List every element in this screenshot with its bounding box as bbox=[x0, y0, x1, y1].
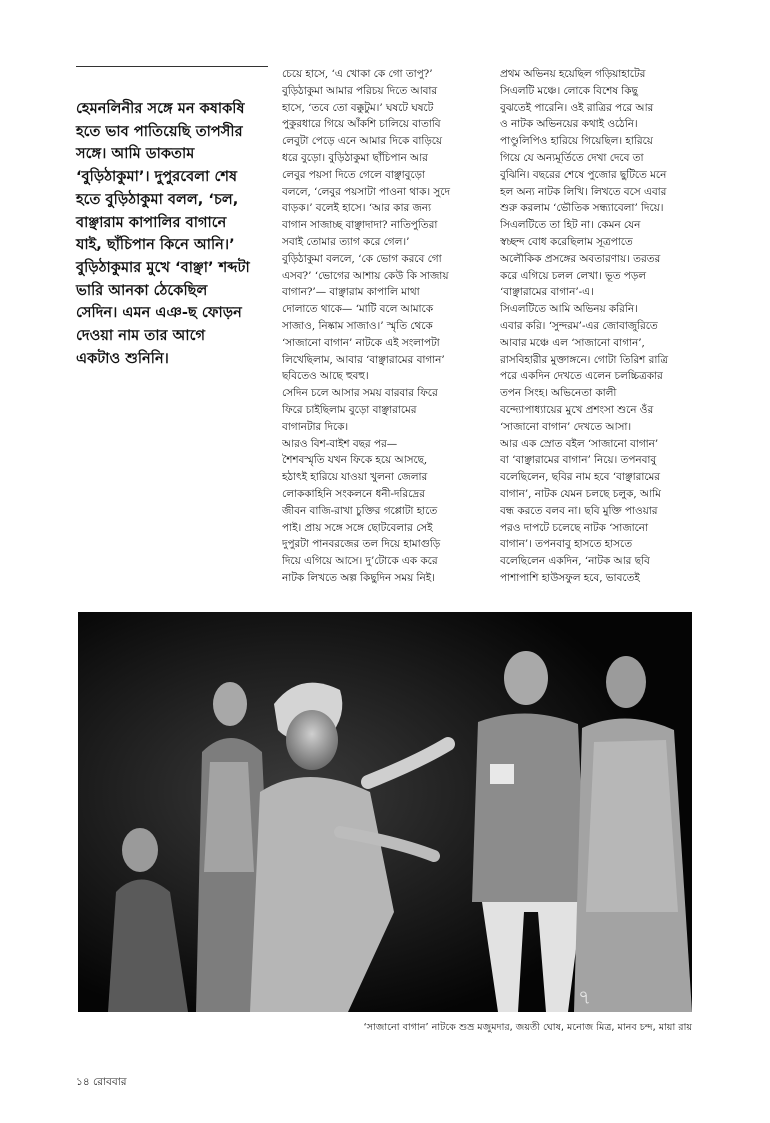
body-text-line: এবার করি। ‘সুন্দরম’-এর জোবাজুরিতে bbox=[500, 319, 658, 332]
body-text-line: রাসবিহারীর মুক্তাঙ্গনে। গোটা তিরিশ রাত্রি bbox=[500, 353, 668, 366]
pull-quote-line: বাঞ্ছারাম কাপালির বাগানে bbox=[76, 213, 227, 231]
body-text-line: হাসে, ‘তবে তো বক্কুটুম।’ ঘষটে ঘষটে bbox=[282, 101, 434, 114]
pull-quote bbox=[76, 98, 276, 370]
body-text-line: বললে, ‘লেবুর পয়সাটা পাওনা থাক। সুদে bbox=[282, 185, 450, 198]
pull-quote-line: দেওয়া নাম তার আগে bbox=[76, 327, 206, 345]
body-text-line: অলৌকিক প্রসঙ্গের অবতারণায়। তরতর bbox=[500, 252, 661, 265]
body-text-line: ছবিতেও আছে হুবহু। bbox=[282, 370, 369, 383]
body-text-line: হঠাৎই হারিয়ে যাওয়া খুলনা জেলার bbox=[282, 471, 428, 484]
body-text-line: হল অন্য নাটক লিখি। লিখতে বসে এবার bbox=[500, 185, 667, 198]
body-text-line: গিয়ে যে অন্যমূর্তিতে দেখা দেবে তা bbox=[500, 151, 644, 164]
body-text-line: বুড়িঠাকুমা আমার পরিচয় দিতে আবার bbox=[282, 84, 438, 97]
body-text-line: বা ‘বাঞ্ছারামের বাগান’ নিয়ে। তপনবাবু bbox=[500, 454, 657, 467]
body-text-line: দিয়ে এগিয়ে আসে। দু’টোকে এক করে bbox=[282, 555, 438, 568]
body-text-line: বাগান’, নাটক যেমন চলছে চলুক, আমি bbox=[500, 487, 661, 500]
body-text-line: সিএলটিতে আমি অভিনয় করিনি। bbox=[500, 303, 638, 316]
body-text-line: লেবুর পয়সা দিতে গেলে বাঞ্ছাবুড়ো bbox=[282, 168, 425, 181]
body-text-line: আরও বিশ-বাইশ বছর পর— bbox=[282, 437, 398, 450]
body-text-line: পাশাপাশি হাউসফুল হবে, ভাবতেই bbox=[500, 571, 640, 584]
stage-photo-illustration bbox=[78, 612, 692, 1012]
body-text-line: পাণ্ডুলিপিও হারিয়ে গিয়েছিল। হারিয়ে bbox=[500, 135, 653, 148]
body-text-line: বুঝতেই পারেনি। ওই রাত্রির পরে আর bbox=[500, 101, 654, 114]
body-text-line: আবার মঞ্চে এল ‘সাজানো বাগান’, bbox=[500, 336, 645, 349]
body-text-line: তপন সিংহ। অভিনেতা কালী bbox=[500, 387, 617, 400]
body-text-line: ‘সাজানো বাগান’ নাটকে এই সংলাপটা bbox=[282, 336, 440, 349]
body-text-line: জীবন বাজি-রাখা চুক্তির গপ্পোটা হাতে bbox=[282, 504, 438, 517]
body-text-line: বুঝিনি। বছরের শেষে পুজোর ছুটিতে মনে bbox=[500, 168, 667, 181]
body-text-line: বাড়ক।’ বলেই হাসে। ‘আর কার জন্য bbox=[282, 202, 431, 215]
body-text-line: প্রথম অভিনয় হয়েছিল গড়িয়াহাটের bbox=[500, 68, 646, 80]
photo-caption: ‘সাজানো বাগান’ নাটকে শুভ্র মজুমদার, জয়তী ঘোষ, মনোজ মিত্র, মানব চন্দ, মায়া রায় bbox=[363, 1022, 692, 1033]
body-text-line: লেবুটা পেড়ে এনে আমার দিকে বাড়িয়ে bbox=[282, 135, 443, 148]
body-text-line: করে এগিয়ে চলল লেখা। ভূত পড়ল bbox=[500, 269, 647, 282]
photo-corner-mark: ৭ bbox=[578, 985, 592, 1009]
body-text-line: বন্ধ করতে বলব না। ছবি মুক্তি পাওয়ার bbox=[500, 504, 658, 517]
body-text-line: পরও দাপটে চলেছে নাটক ‘সাজানো bbox=[500, 521, 649, 534]
body-text-line: বাগান?’— বাঞ্ছারাম কাপালি মাথা bbox=[282, 286, 420, 299]
pull-quote-line: যাই, ছাঁচিপান কিনে আনি।’ bbox=[76, 236, 235, 254]
body-text-line: বাগানটার দিকে। bbox=[282, 420, 349, 433]
stage-photo bbox=[78, 612, 692, 1012]
body-text-line: বলেছিলেন, ছবির নাম হবে ‘বাঞ্ছারামের bbox=[500, 471, 660, 484]
body-text-line: বন্দ্যোপাধ্যায়ের মুখে প্রশংসা শুনে ওঁর bbox=[500, 403, 654, 416]
body-text-line: এসব?’ ‘ভোগের আশায় কেউ কি সাজায় bbox=[282, 269, 449, 282]
body-text-line: পুকুরধারে গিয়ে আঁকশি চালিয়ে বাতাবি bbox=[282, 118, 441, 131]
body-text-line: সেদিন চলে আসার সময় বারবার ফিরে bbox=[282, 387, 438, 400]
pull-quote-line: হতে বুড়িঠাকুমা বলল, ‘চল, bbox=[76, 190, 239, 208]
pull-quote-line: বুড়িঠাকুমার মুখে ‘বাঞ্ছা’ শব্দটা bbox=[76, 258, 250, 276]
body-text-line: সিএলটিতে তা হিট না। কেমন যেন bbox=[500, 219, 641, 232]
body-text-line: লোককাহিনি সংকলনে ধনী-দরিদ্রের bbox=[282, 487, 425, 500]
pull-quote-line: হতে ভাব পাতিয়েছি তাপসীর bbox=[76, 122, 243, 140]
body-text-line: শুরু করলাম ‘ভৌতিক সন্ধ্যাবেলা’ দিয়ে। bbox=[500, 202, 664, 215]
body-text-line: দোলাতে থাকে— ‘মাটি বলে আমাকে bbox=[282, 303, 433, 316]
body-text-line: শৈশবস্মৃতি যখন ফিকে হয়ে আসছে, bbox=[282, 454, 428, 467]
body-text-line: বুড়িঠাকুমা বললে, ‘কে ভোগ করবে গো bbox=[282, 252, 442, 265]
body-text-line: চেয়ে হাসে, ‘এ খোকা কে গো তাপু?’ bbox=[282, 68, 433, 80]
pull-quote-line: হেমনলিনীর সঙ্গে মন কষাকষি bbox=[76, 100, 245, 117]
body-text-line: বাগান সাজাচ্ছ বাঞ্ছাদাদা? নাতিপুতিরা bbox=[282, 219, 438, 232]
body-column-1 bbox=[282, 66, 510, 587]
body-text-line: ধরে বুড়ো। বুড়িঠাকুমা ছাঁচিপান আর bbox=[282, 151, 428, 164]
body-text-line: ও নাটক অভিনয়ের কথাই ওঠেনি। bbox=[500, 118, 638, 131]
body-text-line: নাটক লিখতে অল্প কিছুদিন সময় নিই। bbox=[282, 571, 435, 584]
body-text-line: সাজাও, নিষ্কাম সাজাও।’ স্মৃতি থেকে bbox=[282, 319, 433, 332]
body-text-line: আর এক স্রোত বইল ‘সাজানো বাগান’ bbox=[500, 437, 659, 450]
page-footer: ১৪ রোববার bbox=[76, 1076, 127, 1088]
body-column-2 bbox=[500, 66, 728, 587]
body-text-line: সবাই তোমার ত্যাগ করে গেল।’ bbox=[282, 235, 410, 248]
pull-quote-line: সঙ্গে। আমি ডাকতাম bbox=[76, 145, 195, 163]
body-text-line: ফিরে চাইছিলাম বুড়ো বাঞ্ছারামের bbox=[282, 403, 417, 416]
body-text-line: বলেছিলেন একদিন, ‘নাটক আর ছবি bbox=[500, 555, 650, 568]
body-text-line: স্বচ্ছন্দ বোধ করেছিলাম সূত্রপাতে bbox=[500, 235, 633, 248]
pull-quote-line: ‘বুড়িঠাকুমা’। দুপুরবেলা শেষ bbox=[76, 168, 238, 186]
body-text-line: দুপুরটা পানবরজের তল দিয়ে হামাগুড়ি bbox=[282, 538, 441, 551]
pull-quote-line: সেদিন। এমন এঞ-ছ ফোড়ন bbox=[76, 304, 242, 322]
body-text-line: সিএলটি মঞ্চে। লোকে বিশেষ কিছু bbox=[500, 84, 638, 97]
pull-quote-line: একটাও শুনিনি। bbox=[76, 349, 169, 367]
body-text-line: ‘বাঞ্ছারামের বাগান’-এ। bbox=[500, 286, 594, 299]
body-text-line: পাই। প্রায় সঙ্গে সঙ্গে ছোটবেলার সেই bbox=[282, 521, 433, 534]
pull-quote-line: ভারি আনকা ঠেকেছিল bbox=[76, 281, 208, 299]
body-text-line: লিখেছিলাম, আবার ‘বাঞ্ছারামের বাগান’ bbox=[282, 353, 445, 366]
body-text-line: বাগান’। তপনবাবু হাসতে হাসতে bbox=[500, 538, 632, 551]
body-text-line: পরে একদিন দেখতে এলেন চলচ্চিত্রকার bbox=[500, 370, 663, 383]
body-text-line: ‘সাজানো বাগান’ দেখতে আসা। bbox=[500, 420, 632, 433]
top-rule bbox=[76, 66, 268, 67]
